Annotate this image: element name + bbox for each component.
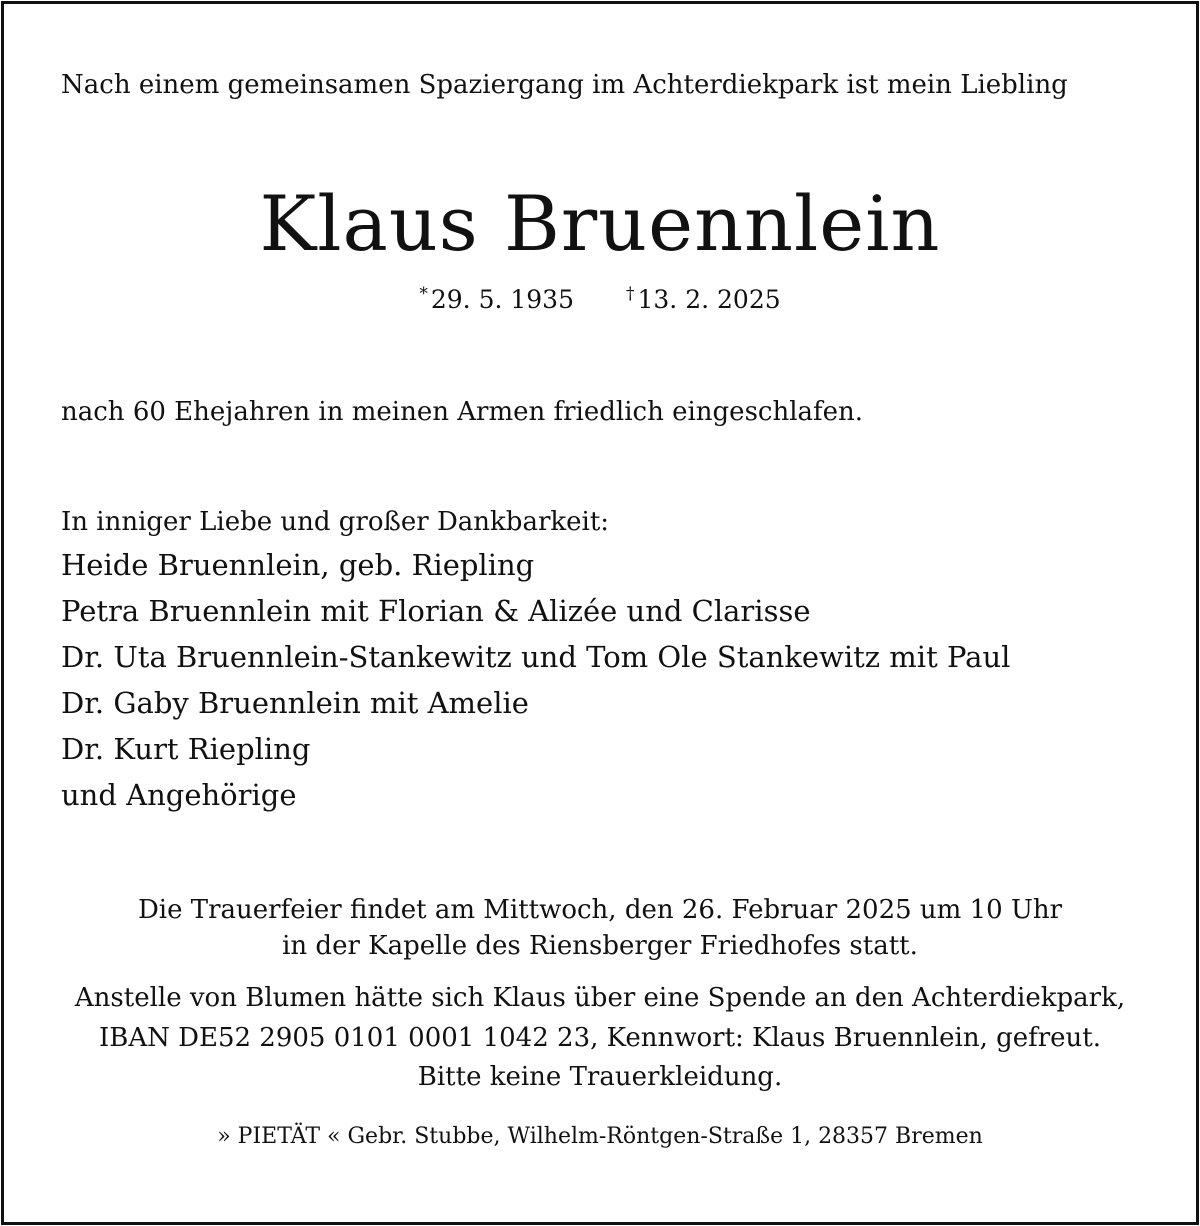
mourner-line: Petra Bruennlein mit Florian & Alizée und Clarisse bbox=[61, 594, 811, 628]
mourner-line: Dr. Kurt Riepling bbox=[61, 732, 311, 766]
mourner-line: Dr. Uta Bruennlein-Stankewitz und Tom Ole Stankewitz mit Paul bbox=[61, 640, 1011, 674]
undertaker-info: » PIETÄT « Gebr. Stubbe, Wilhelm-Röntgen-Straße 1, 28357 Bremen bbox=[217, 1124, 983, 1149]
mourner-line: Dr. Gaby Bruennlein mit Amelie bbox=[61, 686, 529, 720]
birth-date: 29. 5. 1935 bbox=[430, 285, 574, 314]
statement-text: nach 60 Ehejahren in meinen Armen friedlich eingeschlafen. bbox=[61, 397, 864, 427]
death-date: 13. 2. 2025 bbox=[637, 285, 781, 314]
death-symbol: † bbox=[626, 284, 635, 304]
donation-line: Anstelle von Blumen hätte sich Klaus über eine Spende an den Achterdiekpark, bbox=[74, 983, 1126, 1013]
deceased-name: Klaus Bruennlein bbox=[259, 179, 941, 268]
mourners-heading: In inniger Liebe und großer Dankbarkeit: bbox=[61, 507, 610, 537]
service-line: Die Trauerfeier findet am Mittwoch, den 26. Februar 2025 um 10 Uhr bbox=[137, 895, 1063, 925]
donation-line: IBAN DE52 2905 0101 0001 1042 23, Kennwort: Klaus Bruennlein, gefreut. bbox=[98, 1023, 1102, 1053]
intro-text: Nach einem gemeinsamen Spaziergang im Achterdiekpark ist mein Liebling bbox=[61, 70, 1068, 100]
service-line: in der Kapelle des Riensberger Friedhofes statt. bbox=[282, 931, 918, 961]
life-dates bbox=[0, 286, 1200, 312]
mourner-line: Heide Bruennlein, geb. Riepling bbox=[61, 548, 535, 582]
birth-symbol: * bbox=[419, 284, 428, 304]
mourner-line: und Angehörige bbox=[61, 778, 297, 812]
donation-line: Bitte keine Trauerkleidung. bbox=[417, 1062, 783, 1092]
